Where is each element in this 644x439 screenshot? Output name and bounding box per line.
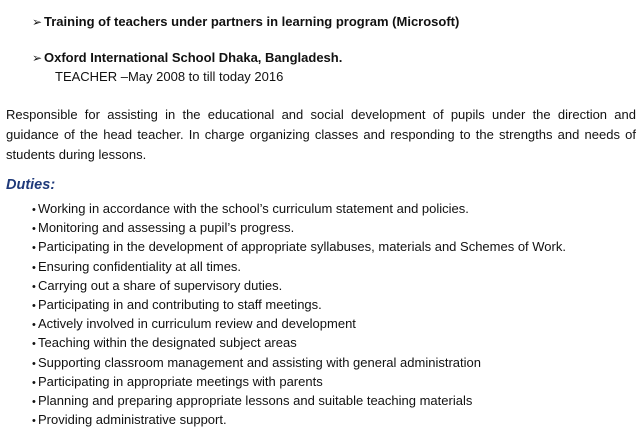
employer-heading [32, 50, 342, 65]
bullet-dot-icon: • [32, 242, 36, 255]
bullet-dot-icon: • [32, 280, 36, 293]
list-item: • Carrying out a share of supervisory duties. [32, 276, 566, 295]
arrow-bullet-icon: ➢ [32, 15, 43, 29]
list-item: • Participating in appropriate meetings with parents [32, 372, 566, 391]
bullet-dot-icon: • [32, 261, 36, 274]
bullet-dot-icon: • [32, 319, 36, 332]
bullet-dot-icon: • [32, 204, 36, 216]
bullet-dot-icon: • [32, 357, 36, 370]
list-item: • Participating in the development of appropriate syllabuses, materials and Schemes of Work. [32, 237, 566, 256]
list-item: • Monitoring and assessing a pupil’s progress. [32, 218, 566, 237]
list-item: • Ensuring confidentiality at all times. [32, 257, 566, 276]
bullet-dot-icon: • [32, 299, 36, 312]
bullet-dot-icon: • [32, 415, 36, 428]
list-item: • Planning and preparing appropriate lessons and suitable teaching materials [32, 391, 566, 410]
bullet-dot-icon: • [32, 376, 36, 389]
employer-name: Oxford International School Dhaka, Bangladesh. [44, 50, 343, 65]
list-item: • Supporting classroom management and assisting with general administration [32, 353, 566, 372]
list-item: • Actively involved in curriculum review and development [32, 314, 566, 333]
bullet-dot-icon: • [32, 338, 36, 351]
bullet-dot-icon: • [32, 395, 36, 408]
list-item: • Participating in and contributing to staff meetings. [32, 295, 566, 314]
list-item: • Teaching within the designated subject areas [32, 333, 566, 352]
bullet-dot-icon: • [32, 223, 36, 236]
summary-paragraph: Responsible for assisting in the educational and social development of pupils under the direction and guidance of the head teacher. In charge organizing classes and responding to the strengths and needs of students during lessons. [6, 107, 636, 162]
arrow-bullet-icon: ➢ [32, 51, 43, 65]
list-item: • Providing administrative support. [32, 410, 566, 429]
duties-heading: Duties: [6, 177, 56, 193]
training-heading [32, 14, 459, 29]
role-dates: TEACHER –May 2008 to till today 2016 [55, 69, 284, 84]
training-title: Training of teachers under partners in learning program (Microsoft) [44, 14, 460, 29]
duties-list [32, 199, 566, 429]
list-item: • Working in accordance with the school’s curriculum statement and policies. [32, 199, 566, 218]
